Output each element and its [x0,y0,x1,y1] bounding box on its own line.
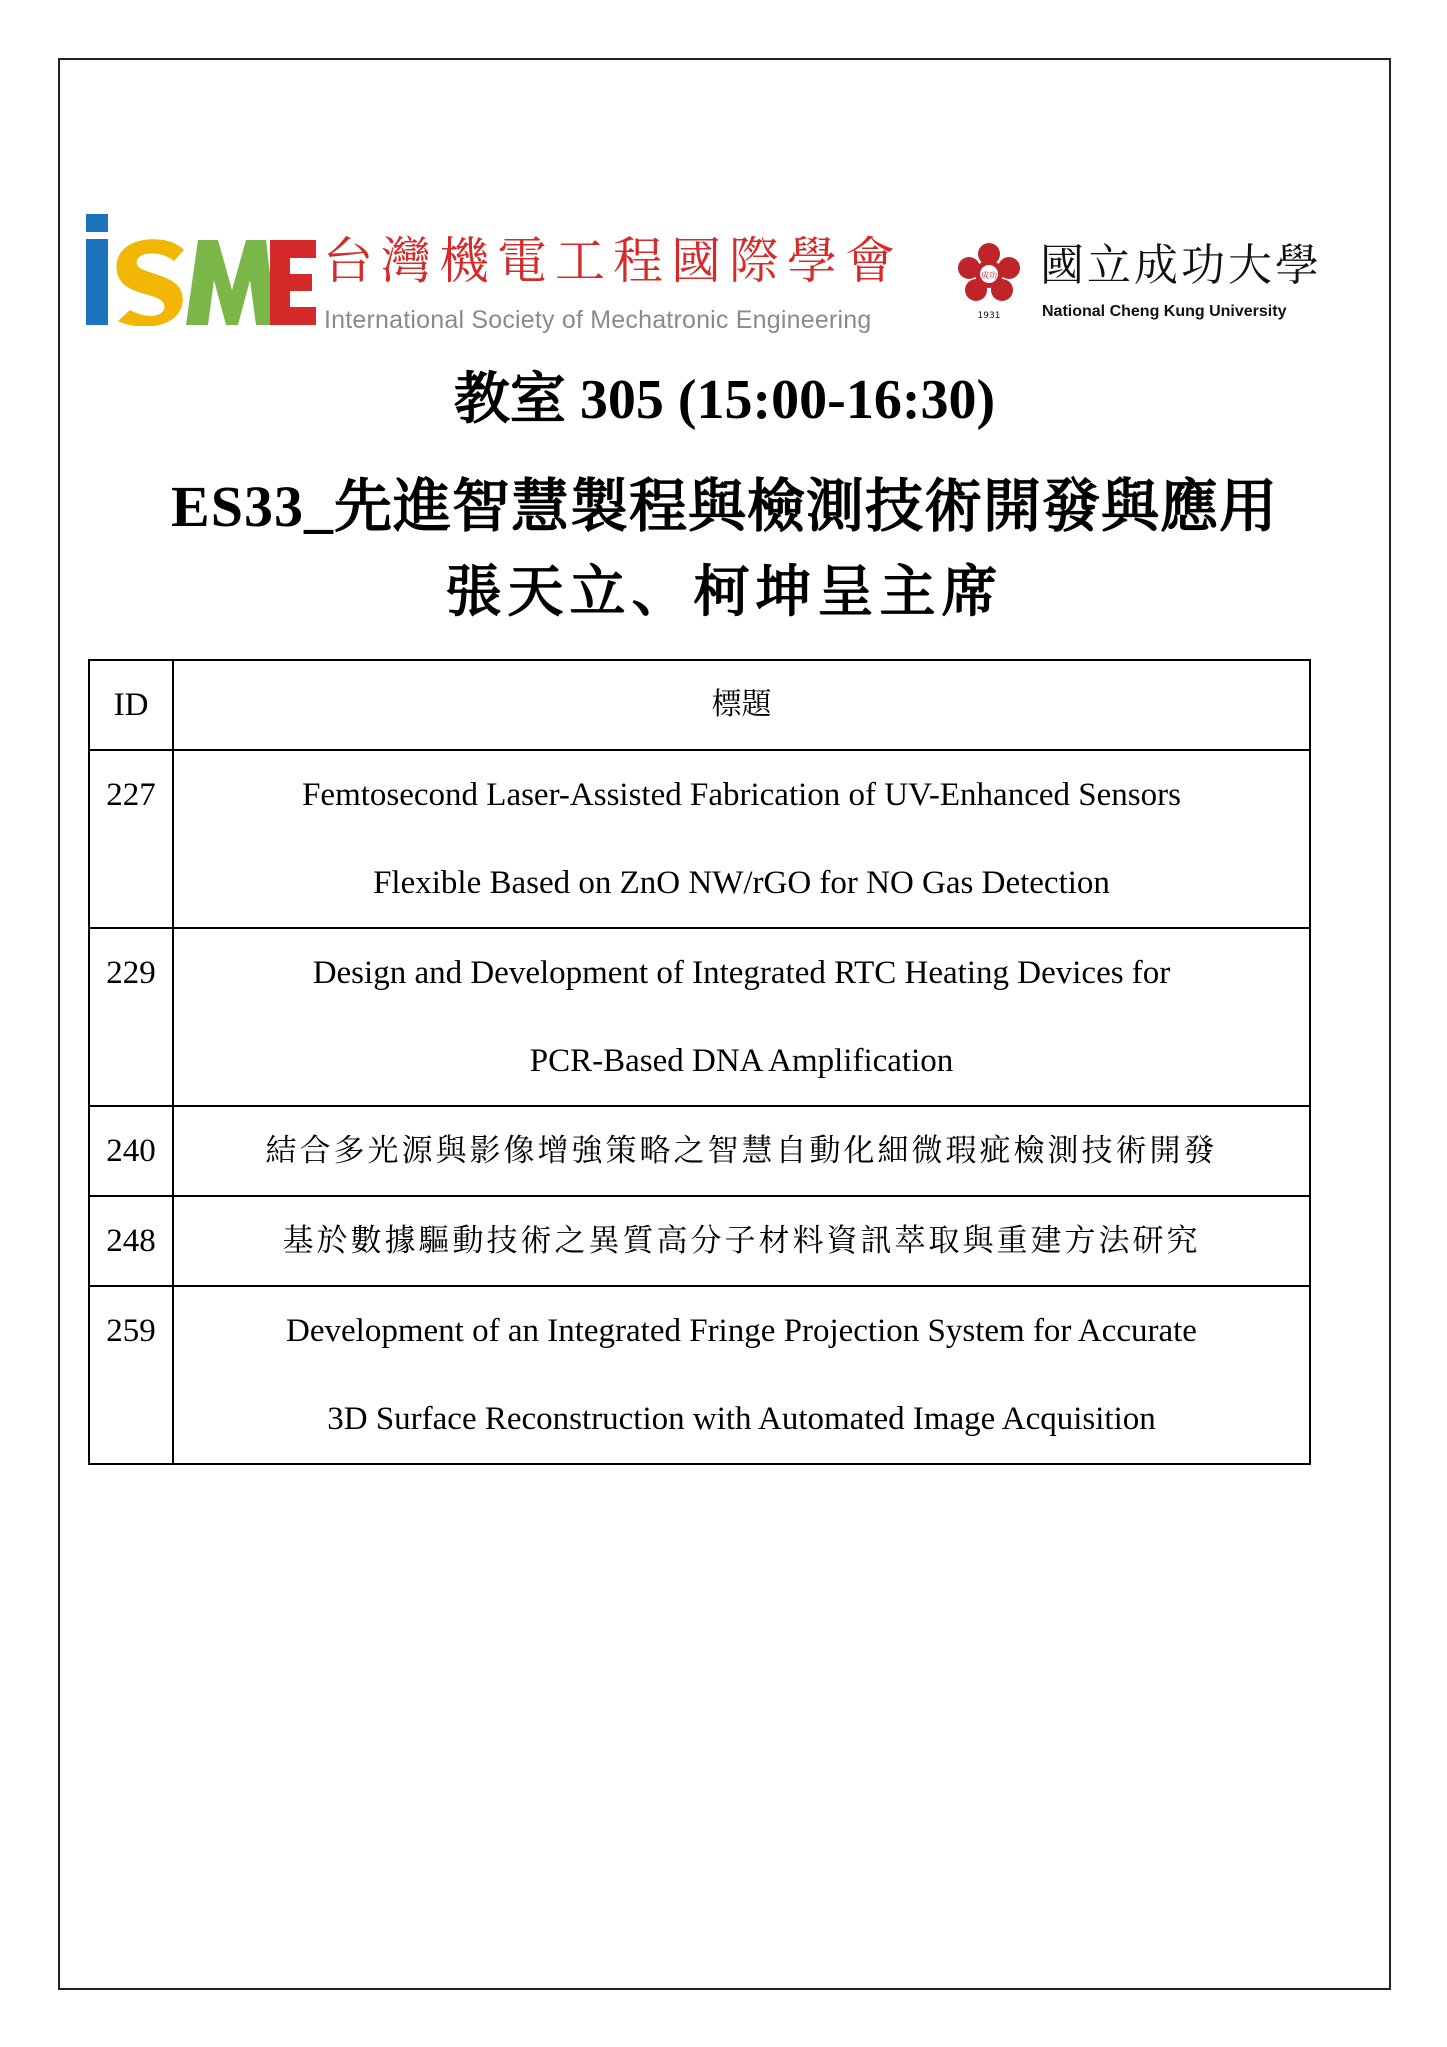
table-row [89,1196,1310,1286]
session-chairs: 張天立、柯坤呈主席 [445,562,1004,624]
paper-title-line: 基於數據驅動技術之異質高分子材料資訊萃取與重建方法研究 [282,1223,1201,1259]
ncku-seal-text: 成功 [981,271,997,280]
isme-name-zh: 台灣機電工程國際學會 [323,232,903,290]
paper-title-line: Femtosecond Laser-Assisted Fabrication of UV-Enhanced Sensors [302,777,1181,813]
isme-letter-m [186,240,276,325]
paper-title [173,928,1310,1106]
paper-title [173,1286,1310,1464]
isme-logo-mark [86,214,316,326]
paper-title-line: Development of an Integrated Fringe Projection System for Accurate [286,1313,1197,1349]
isme-letter-i-stem [86,239,108,325]
paper-title-line: Design and Development of Integrated RTC Heating Devices for [312,955,1171,991]
paper-title-line: PCR-Based DNA Amplification [529,1043,954,1079]
paper-id: 240 [89,1106,173,1196]
paper-id: 248 [89,1196,173,1286]
table-row [89,1286,1310,1464]
paper-title [173,1196,1310,1286]
table-row [89,1106,1310,1196]
room-heading: 教室 305 (15:00-16:30) [453,369,996,431]
table-header-row [89,660,1310,750]
ncku-seal-logo [955,242,1023,322]
isme-letter-s [116,239,184,326]
paper-table [88,659,1311,1465]
session-title: ES33_先進智慧製程與檢測技術開發與應用 [171,474,1278,539]
paper-title-line: 3D Surface Reconstruction with Automated Image Acquisition [327,1401,1156,1437]
table-row [89,928,1310,1106]
isme-letter-e [270,240,316,325]
paper-id: 229 [89,928,173,1106]
title-column-header: 標題 [173,660,1310,750]
paper-title-line: Flexible Based on ZnO NW/rGO for NO Gas Detection [373,865,1110,901]
ncku-seal-year: 1931 [977,311,1001,321]
isme-letter-i-dot [86,214,108,232]
ncku-name-en: National Cheng Kung University [1042,303,1287,320]
isme-name-en: International Society of Mechatronic Engineering [324,306,872,334]
table-row [89,750,1310,928]
paper-id: 259 [89,1286,173,1464]
paper-id: 227 [89,750,173,928]
paper-title-line: 結合多光源與影像增強策略之智慧自動化細微瑕疵檢測技術開發 [265,1133,1218,1169]
paper-title [173,1106,1310,1196]
id-column-header: ID [89,660,173,750]
paper-title [173,750,1310,928]
ncku-name-zh: 國立成功大學 [1040,240,1322,291]
